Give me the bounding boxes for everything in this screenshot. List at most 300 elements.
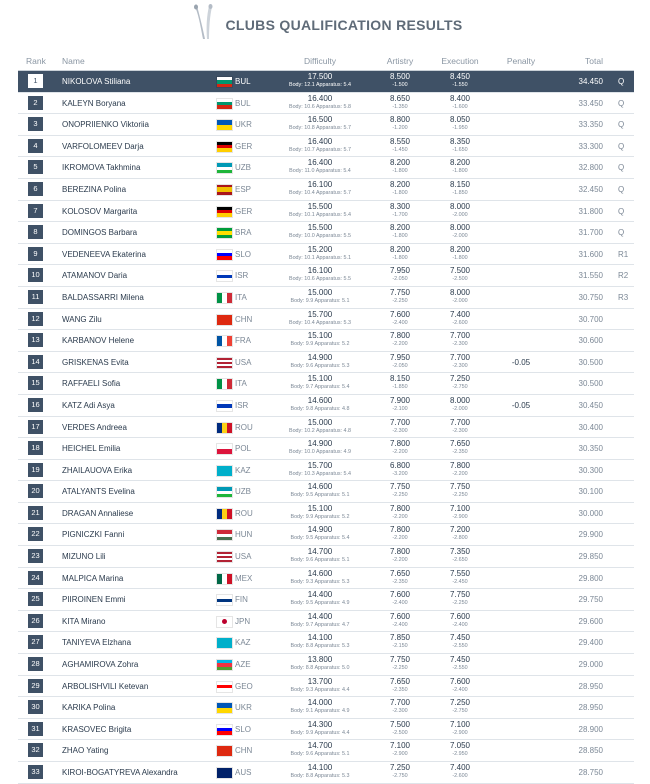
difficulty-breakdown: Body: 10.4 Apparatus: 5.7 <box>288 189 352 196</box>
difficulty-score <box>270 94 370 112</box>
difficulty-score <box>270 655 370 673</box>
artistry-deduction: -2.200 <box>392 535 408 542</box>
execution-value: 8.200 <box>449 244 471 254</box>
execution-deduction: -2.000 <box>452 297 468 304</box>
execution-score <box>440 677 480 695</box>
execution-value: 8.200 <box>449 158 471 168</box>
difficulty-value: 14.100 <box>307 633 333 643</box>
difficulty-score <box>270 137 370 155</box>
difficulty-value: 14.600 <box>307 482 333 492</box>
nation-code: MEX <box>235 573 253 583</box>
table-row[interactable] <box>18 265 634 287</box>
difficulty-score <box>270 720 370 738</box>
athlete-name[interactable]: ZHAILAUOVA Erika <box>62 465 133 475</box>
table-row[interactable] <box>18 373 634 395</box>
rank-badge: 18 <box>28 441 43 455</box>
rank-badge: 10 <box>28 268 43 282</box>
artistry-value: 7.800 <box>389 525 411 535</box>
nation-code: ISR <box>235 271 249 281</box>
difficulty-value: 14.600 <box>307 395 333 405</box>
difficulty-value: 15.700 <box>307 460 333 470</box>
execution-deduction: -2.750 <box>452 384 468 391</box>
execution-score <box>440 741 480 759</box>
rank-badge: 15 <box>28 376 43 390</box>
flag-icon <box>216 335 233 347</box>
artistry-deduction: -2.500 <box>392 729 408 736</box>
artistry-deduction: -2.200 <box>392 513 408 520</box>
artistry-score <box>380 763 420 781</box>
total-score: 30.600 <box>578 336 603 346</box>
athlete-name[interactable]: BEREZINA Polina <box>62 184 127 194</box>
artistry-value: 7.250 <box>389 763 411 772</box>
artistry-value: 7.800 <box>389 439 411 449</box>
difficulty-value: 14.900 <box>307 352 333 362</box>
execution-value: 7.750 <box>449 482 471 492</box>
nation-code: BRA <box>235 228 252 238</box>
nation-code: KAZ <box>235 465 251 475</box>
athlete-name[interactable]: BALDASSARRI Milena <box>62 292 144 302</box>
execution-score <box>440 439 480 457</box>
athlete-name[interactable]: PIGNICZKI Fanni <box>62 530 125 540</box>
execution-score <box>440 482 480 500</box>
header-rank: Rank <box>26 56 46 66</box>
athlete-name[interactable]: NIKOLOVA Stiliana <box>62 77 131 86</box>
flag-icon <box>216 637 233 649</box>
artistry-value: 7.700 <box>389 417 411 427</box>
execution-deduction: -2.000 <box>452 405 468 412</box>
table-row[interactable] <box>18 93 634 115</box>
table-row[interactable] <box>18 395 634 417</box>
table-row[interactable] <box>18 222 634 244</box>
artistry-score <box>380 245 420 263</box>
penalty-value: -0.05 <box>511 400 531 410</box>
qualification-status: R2 <box>618 271 629 281</box>
difficulty-score <box>270 266 370 284</box>
header-difficulty: Difficulty <box>304 56 336 66</box>
nation-code: KAZ <box>235 638 251 648</box>
flag-icon <box>216 292 233 304</box>
table-header <box>18 50 634 71</box>
difficulty-score <box>270 504 370 522</box>
rank-badge: 7 <box>28 204 43 218</box>
table-row[interactable] <box>18 460 634 482</box>
athlete-name[interactable]: IKROMOVA Takhmina <box>62 163 141 173</box>
flag-icon <box>216 119 233 131</box>
athlete-name[interactable]: KIROI-BOGATYREVA Alexandra <box>62 768 178 777</box>
execution-score <box>440 720 480 738</box>
total-score: 29.800 <box>578 573 603 583</box>
artistry-score <box>380 137 420 155</box>
athlete-name[interactable]: KALEYN Boryana <box>62 98 126 108</box>
execution-deduction: -2.400 <box>452 621 468 628</box>
athlete-name[interactable]: ATAMANOV Daria <box>62 271 128 281</box>
artistry-value: 7.950 <box>389 352 411 362</box>
rank-badge: 4 <box>28 139 43 153</box>
athlete-name[interactable]: MALPICA Marina <box>62 573 124 583</box>
difficulty-score <box>270 288 370 306</box>
athlete-name[interactable]: KARBANOV Helene <box>62 336 135 346</box>
difficulty-breakdown: Body: 8.8 Apparatus: 5.0 <box>290 665 350 672</box>
table-row[interactable] <box>18 740 634 762</box>
execution-value: 7.100 <box>449 719 471 729</box>
table-row[interactable] <box>18 136 634 158</box>
athlete-name[interactable]: KATZ Adi Asya <box>62 400 115 410</box>
execution-deduction: -2.950 <box>452 751 468 758</box>
table-row[interactable] <box>18 114 634 136</box>
difficulty-breakdown: Body: 9.9 Apparatus: 5.2 <box>290 513 350 520</box>
artistry-value: 7.950 <box>389 266 411 276</box>
table-row[interactable] <box>18 71 634 93</box>
rank-badge: 32 <box>28 743 43 757</box>
artistry-score <box>380 72 420 90</box>
athlete-name[interactable]: KITA Mirano <box>62 616 106 626</box>
difficulty-breakdown: Body: 9.3 Apparatus: 4.4 <box>290 686 350 693</box>
total-score: 32.800 <box>578 163 603 173</box>
artistry-deduction: -2.200 <box>392 449 408 456</box>
artistry-value: 7.750 <box>389 287 411 297</box>
execution-score <box>440 590 480 608</box>
artistry-deduction: -1.350 <box>392 103 408 110</box>
athlete-name[interactable]: HEICHEL Emilia <box>62 444 121 454</box>
execution-deduction: -2.000 <box>452 211 468 218</box>
execution-score <box>440 504 480 522</box>
artistry-value: 7.900 <box>389 395 411 405</box>
execution-value: 7.050 <box>449 741 471 751</box>
difficulty-score <box>270 418 370 436</box>
table-row[interactable] <box>18 611 634 633</box>
artistry-deduction: -2.750 <box>392 773 408 779</box>
artistry-deduction: -3.200 <box>392 470 408 477</box>
execution-score <box>440 655 480 673</box>
execution-value: 7.100 <box>449 503 471 513</box>
artistry-deduction: -2.150 <box>392 643 408 650</box>
difficulty-breakdown: Body: 9.9 Apparatus: 5.2 <box>290 341 350 348</box>
execution-score <box>440 569 480 587</box>
qualification-status: Q <box>618 141 625 151</box>
total-score: 31.550 <box>578 271 603 281</box>
artistry-value: 7.600 <box>389 611 411 621</box>
rank-badge: 23 <box>28 549 43 563</box>
total-score: 30.450 <box>578 400 603 410</box>
artistry-deduction: -2.400 <box>392 600 408 607</box>
difficulty-score <box>270 633 370 651</box>
artistry-deduction: -2.400 <box>392 621 408 628</box>
difficulty-value: 14.100 <box>307 763 333 772</box>
nation-code: UKR <box>235 120 252 130</box>
athlete-name[interactable]: TANIYEVA Elzhana <box>62 638 132 648</box>
table-row[interactable] <box>18 546 634 568</box>
total-score: 29.750 <box>578 595 603 605</box>
difficulty-breakdown: Body: 9.3 Apparatus: 5.3 <box>290 578 350 585</box>
table-row[interactable] <box>18 330 634 352</box>
qualification-status: Q <box>618 77 625 86</box>
difficulty-score <box>270 525 370 543</box>
difficulty-breakdown: Body: 9.5 Apparatus: 5.1 <box>290 492 350 499</box>
flag-icon <box>216 681 233 693</box>
nation-code: USA <box>235 552 252 562</box>
difficulty-breakdown: Body: 10.4 Apparatus: 5.3 <box>288 319 352 326</box>
table-row[interactable] <box>18 589 634 611</box>
difficulty-breakdown: Body: 9.7 Apparatus: 4.7 <box>290 621 350 628</box>
difficulty-value: 13.700 <box>307 676 333 686</box>
artistry-score <box>380 677 420 695</box>
rank-badge: 13 <box>28 333 43 347</box>
execution-deduction: -1.800 <box>452 168 468 175</box>
athlete-name[interactable]: AGHAMIROVA Zohra <box>62 660 139 670</box>
athlete-name[interactable]: DRAGAN Annaliese <box>62 508 134 518</box>
artistry-score <box>380 504 420 522</box>
rank-badge: 22 <box>28 527 43 541</box>
rank-badge: 1 <box>28 74 43 88</box>
artistry-deduction: -2.050 <box>392 276 408 283</box>
total-score: 30.750 <box>578 292 603 302</box>
table-row[interactable] <box>18 417 634 439</box>
execution-deduction: -1.800 <box>452 254 468 261</box>
artistry-value: 7.500 <box>389 719 411 729</box>
qualification-status: Q <box>618 120 625 130</box>
athlete-name[interactable]: KARIKA Polina <box>62 703 116 713</box>
difficulty-value: 14.600 <box>307 568 333 578</box>
artistry-value: 8.200 <box>389 179 411 189</box>
artistry-score <box>380 115 420 133</box>
athlete-name[interactable]: ZHAO Yating <box>62 746 109 756</box>
nation-code: AZE <box>235 660 251 670</box>
difficulty-score <box>270 482 370 500</box>
table-row[interactable] <box>18 352 634 374</box>
execution-score <box>440 158 480 176</box>
athlete-name[interactable]: VARFOLOMEEV Darja <box>62 141 144 151</box>
table-row[interactable] <box>18 438 634 460</box>
execution-score <box>440 115 480 133</box>
execution-deduction: -2.600 <box>452 773 468 779</box>
table-row[interactable] <box>18 524 634 546</box>
table-row[interactable] <box>18 481 634 503</box>
total-score: 28.950 <box>578 681 603 691</box>
athlete-name[interactable]: KRASOVEC Brigita <box>62 724 132 734</box>
execution-deduction: -2.550 <box>452 643 468 650</box>
difficulty-value: 14.700 <box>307 741 333 751</box>
nation-code: POL <box>235 444 252 454</box>
artistry-deduction: -2.050 <box>392 362 408 369</box>
execution-score <box>440 353 480 371</box>
difficulty-score <box>270 202 370 220</box>
table-row[interactable] <box>18 676 634 698</box>
total-score: 30.350 <box>578 444 603 454</box>
difficulty-breakdown: Body: 10.1 Apparatus: 5.1 <box>288 254 352 261</box>
nation-code: FIN <box>235 595 248 605</box>
difficulty-value: 15.000 <box>307 417 333 427</box>
artistry-deduction: -2.250 <box>392 665 408 672</box>
athlete-name[interactable]: ATALYANTS Evelina <box>62 487 135 497</box>
total-score: 32.450 <box>578 184 603 194</box>
execution-deduction: -2.400 <box>452 686 468 693</box>
table-row[interactable] <box>18 157 634 179</box>
flag-icon <box>216 659 233 671</box>
execution-deduction: -2.300 <box>452 427 468 434</box>
artistry-value: 8.200 <box>389 244 411 254</box>
rank-badge: 31 <box>28 722 43 736</box>
artistry-score <box>380 482 420 500</box>
table-row[interactable] <box>18 654 634 676</box>
rank-badge: 2 <box>28 96 43 110</box>
nation-code: ITA <box>235 379 247 389</box>
athlete-name[interactable]: VERDES Andreea <box>62 422 127 432</box>
flag-icon <box>216 314 233 326</box>
artistry-score <box>380 374 420 392</box>
athlete-name[interactable]: DOMINGOS Barbara <box>62 228 138 238</box>
athlete-name[interactable]: VEDENEEVA Ekaterina <box>62 249 146 259</box>
flag-icon <box>216 98 233 110</box>
table-row[interactable] <box>18 179 634 201</box>
execution-score <box>440 94 480 112</box>
artistry-value: 7.650 <box>389 676 411 686</box>
artistry-deduction: -1.800 <box>392 254 408 261</box>
execution-score <box>440 180 480 198</box>
flag-icon <box>216 141 233 153</box>
qualification-status: Q <box>618 228 625 238</box>
total-score: 29.850 <box>578 552 603 562</box>
athlete-name[interactable]: KOLOSOV Margarita <box>62 206 138 216</box>
table-body <box>18 71 634 784</box>
rank-badge: 33 <box>28 765 43 779</box>
difficulty-value: 17.500 <box>307 72 333 81</box>
nation-code: UKR <box>235 703 252 713</box>
execution-deduction: -1.950 <box>452 125 468 132</box>
artistry-deduction: -1.700 <box>392 211 408 218</box>
table-row[interactable] <box>18 503 634 525</box>
artistry-value: 8.800 <box>389 115 411 125</box>
rank-badge: 14 <box>28 355 43 369</box>
rank-badge: 6 <box>28 182 43 196</box>
table-row[interactable] <box>18 244 634 266</box>
difficulty-breakdown: Body: 10.0 Apparatus: 5.5 <box>288 233 352 240</box>
total-score: 30.300 <box>578 465 603 475</box>
execution-score <box>440 763 480 781</box>
artistry-value: 7.600 <box>389 309 411 319</box>
difficulty-breakdown: Body: 10.8 Apparatus: 5.7 <box>288 125 352 132</box>
artistry-deduction: -1.800 <box>392 189 408 196</box>
difficulty-value: 15.700 <box>307 309 333 319</box>
athlete-name[interactable]: PIIROINEN Emmi <box>62 595 126 605</box>
difficulty-score <box>270 547 370 565</box>
execution-deduction: -2.900 <box>452 729 468 736</box>
artistry-deduction: -1.850 <box>392 384 408 391</box>
difficulty-score <box>270 72 370 90</box>
artistry-score <box>380 741 420 759</box>
athlete-name[interactable]: GRISKENAS Evita <box>62 357 129 367</box>
difficulty-breakdown: Body: 8.8 Apparatus: 5.3 <box>290 643 350 650</box>
qualification-status: R1 <box>618 249 629 259</box>
athlete-name[interactable]: ARBOLISHVILI Ketevan <box>62 681 149 691</box>
difficulty-value: 15.000 <box>307 287 333 297</box>
rank-badge: 27 <box>28 635 43 649</box>
total-score: 30.500 <box>578 357 603 367</box>
flag-icon <box>216 162 233 174</box>
execution-value: 8.000 <box>449 395 471 405</box>
execution-value: 8.350 <box>449 136 471 146</box>
artistry-deduction: -2.350 <box>392 686 408 693</box>
difficulty-value: 16.100 <box>307 266 333 276</box>
artistry-score <box>380 310 420 328</box>
flag-icon <box>216 594 233 606</box>
table-row[interactable] <box>18 719 634 741</box>
execution-score <box>440 418 480 436</box>
qualification-status: Q <box>618 98 625 108</box>
total-score: 31.700 <box>578 228 603 238</box>
execution-value: 8.400 <box>449 93 471 103</box>
artistry-score <box>380 547 420 565</box>
execution-score <box>440 396 480 414</box>
total-score: 34.450 <box>578 77 603 86</box>
table-row[interactable] <box>18 697 634 719</box>
table-row[interactable] <box>18 632 634 654</box>
athlete-name[interactable]: WANG Zilu <box>62 314 102 324</box>
athlete-name[interactable]: ONOPRIIENKO Viktoriia <box>62 120 149 130</box>
nation-code: UZB <box>235 163 251 173</box>
flag-icon <box>216 422 233 434</box>
execution-value: 7.550 <box>449 568 471 578</box>
table-row[interactable] <box>18 568 634 590</box>
artistry-score <box>380 698 420 716</box>
total-score: 30.400 <box>578 422 603 432</box>
qualification-status: Q <box>618 206 625 216</box>
difficulty-score <box>270 374 370 392</box>
difficulty-value: 15.100 <box>307 331 333 341</box>
athlete-name[interactable]: MIZUNO Lili <box>62 552 106 562</box>
table-row[interactable] <box>18 762 634 784</box>
artistry-score <box>380 353 420 371</box>
execution-deduction: -2.550 <box>452 665 468 672</box>
execution-score <box>440 72 480 90</box>
nation-code: SLO <box>235 249 252 259</box>
difficulty-breakdown: Body: 9.6 Apparatus: 5.1 <box>290 557 350 564</box>
athlete-name[interactable]: RAFFAELI Sofia <box>62 379 121 389</box>
table-row[interactable] <box>18 309 634 331</box>
artistry-deduction: -1.200 <box>392 125 408 132</box>
nation-code: CHN <box>235 314 253 324</box>
artistry-deduction: -2.200 <box>392 557 408 564</box>
execution-value: 8.150 <box>449 179 471 189</box>
table-row[interactable] <box>18 201 634 223</box>
execution-score <box>440 612 480 630</box>
nation-code: ITA <box>235 292 247 302</box>
nation-code: FRA <box>235 336 251 346</box>
execution-deduction: -2.350 <box>452 449 468 456</box>
difficulty-breakdown: Body: 9.7 Apparatus: 5.4 <box>290 384 350 391</box>
difficulty-score <box>270 223 370 241</box>
flag-icon <box>216 76 233 88</box>
rank-badge: 28 <box>28 657 43 671</box>
difficulty-breakdown: Body: 10.6 Apparatus: 5.8 <box>288 103 352 110</box>
table-row[interactable] <box>18 287 634 309</box>
execution-deduction: -2.900 <box>452 513 468 520</box>
difficulty-value: 16.100 <box>307 179 333 189</box>
artistry-value: 7.600 <box>389 590 411 600</box>
header-name: Name <box>62 56 85 66</box>
execution-score <box>440 633 480 651</box>
execution-value: 7.600 <box>449 611 471 621</box>
difficulty-value: 15.200 <box>307 244 333 254</box>
difficulty-score <box>270 115 370 133</box>
execution-deduction: -1.850 <box>452 189 468 196</box>
flag-icon <box>216 486 233 498</box>
difficulty-breakdown: Body: 9.9 Apparatus: 4.4 <box>290 729 350 736</box>
artistry-value: 7.650 <box>389 568 411 578</box>
difficulty-breakdown: Body: 9.8 Apparatus: 4.8 <box>290 405 350 412</box>
rank-badge: 8 <box>28 225 43 239</box>
artistry-value: 8.200 <box>389 158 411 168</box>
header-total: Total <box>585 56 603 66</box>
